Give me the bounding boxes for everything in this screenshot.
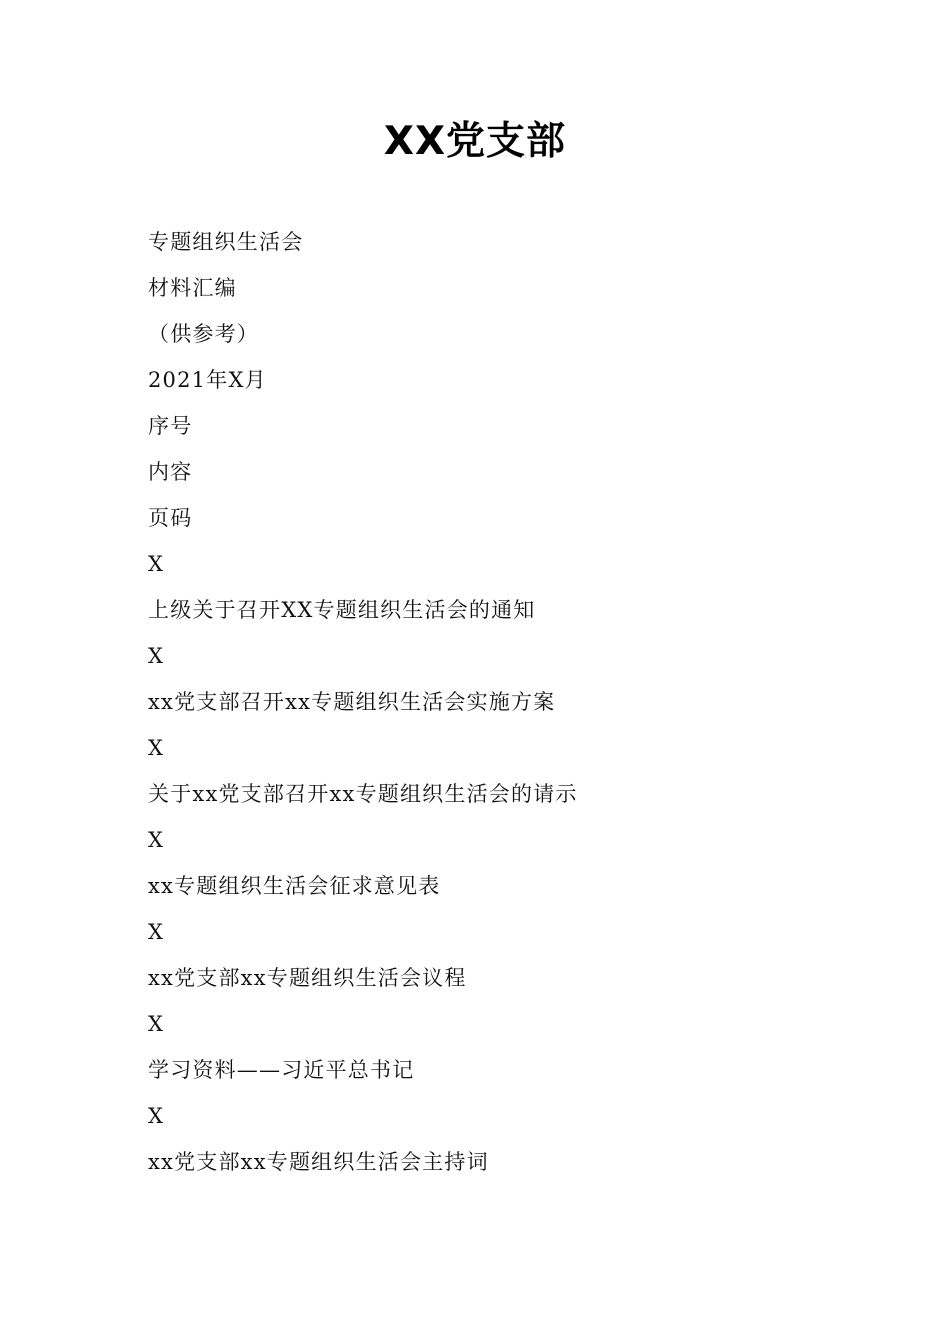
- body-line: X: [148, 551, 165, 576]
- body-line: xx专题组织生活会征求意见表: [148, 873, 441, 898]
- body-line: xx党支部xx专题组织生活会主持词: [148, 1149, 489, 1174]
- body-line: 材料汇编: [148, 275, 237, 300]
- body-line: 内容: [148, 459, 193, 484]
- body-line: X: [148, 643, 165, 668]
- body-line: （供参考）: [148, 321, 259, 346]
- body-line: 序号: [148, 413, 193, 438]
- body-line: 关于xx党支部召开xx专题组织生活会的请示: [148, 781, 578, 806]
- body-line: 页码: [148, 505, 193, 530]
- page-title: XX党支部: [383, 119, 567, 164]
- body-line: 专题组织生活会: [148, 229, 304, 254]
- body-line: X: [148, 735, 165, 760]
- body-line: 学习资料——习近平总书记: [148, 1057, 415, 1082]
- body-line: X: [148, 919, 165, 944]
- body-line: 上级关于召开XX专题组织生活会的通知: [148, 597, 536, 622]
- body-line: X: [148, 1103, 165, 1128]
- body-line: xx党支部召开xx专题组织生活会实施方案: [148, 689, 556, 714]
- body-line: xx党支部xx专题组织生活会议程: [148, 965, 467, 990]
- document-body: [148, 219, 802, 1185]
- body-line: X: [148, 1011, 165, 1036]
- body-line: X: [148, 827, 165, 852]
- body-line: 2021年X月: [148, 367, 267, 392]
